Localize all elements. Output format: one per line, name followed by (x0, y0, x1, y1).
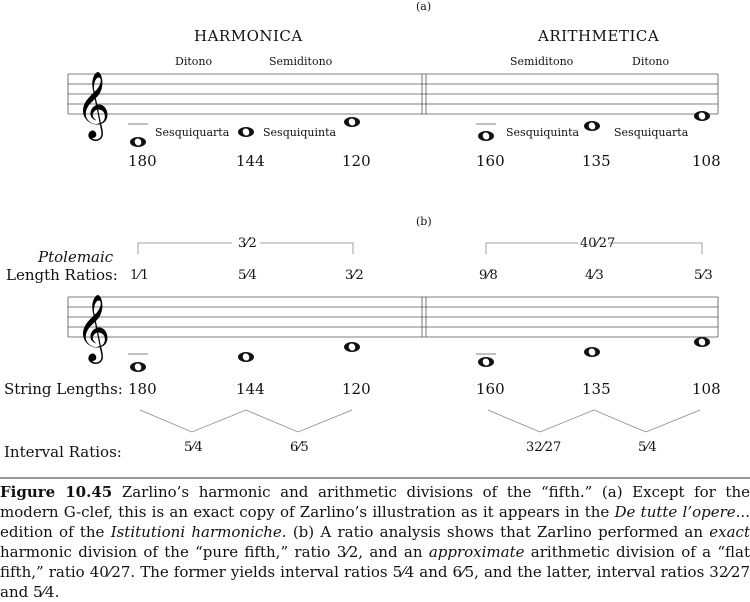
arithmetic-number: 108 (692, 152, 721, 170)
arithmetic-top-interval: Ditono (632, 55, 670, 68)
harmonic-number: 120 (342, 152, 371, 170)
harmonic-top-interval: Ditono (175, 55, 213, 68)
interval-chevrons (140, 410, 700, 432)
interval-ratio: 6⁄5 (290, 440, 309, 455)
length-ratio: 3⁄2 (345, 268, 364, 283)
interval-ratios-label: Interval Ratios: (4, 443, 122, 461)
figure-label: Figure 10.45 (0, 483, 113, 501)
caption-text: harmonic division of the “pure fifth,” ratio 3⁄2, and an (0, 543, 429, 561)
string-lengths-label: String Lengths: (4, 380, 123, 398)
caption-italic: approximate (428, 543, 525, 561)
arithmetic-number: 160 (476, 152, 505, 170)
length-ratio: 9⁄8 (479, 268, 498, 283)
string-length: 180 (128, 380, 157, 398)
caption-text: Zarlino’s harmonic and arithmetic divisions of the “fifth.” (a) Except for the modern G-clef, this is an exact copy of Zarlino’s illustration as it appears in the (0, 483, 750, 521)
arithmetic-interval-name: Sesquiquinta (506, 126, 580, 139)
arithmetic-number: 135 (582, 152, 611, 170)
harmonic-number: 180 (128, 152, 157, 170)
g-clef-icon: 𝄞 (76, 293, 111, 361)
arithmetic-span-ratio: 40⁄27 (580, 236, 616, 251)
ptolemaic-label: Ptolemaic (38, 248, 114, 266)
interval-ratio: 5⁄4 (184, 440, 203, 455)
staff-b (68, 297, 718, 354)
arithmetic-interval-name: Sesquiquarta (614, 126, 689, 139)
span-brackets (138, 243, 702, 254)
caption-italic: Istitutioni harmoniche. (110, 523, 287, 541)
notes-b (130, 337, 710, 372)
length-ratio: 5⁄4 (238, 268, 257, 283)
harmonic-span-ratio: 3⁄2 (238, 236, 257, 251)
caption-text: (b) A ratio analysis shows that Zarlino performed an (286, 523, 710, 541)
length-ratio: 1⁄1 (130, 268, 149, 283)
interval-ratio: 5⁄4 (638, 440, 657, 455)
figure-caption (0, 482, 750, 602)
string-length: 120 (342, 380, 371, 398)
harmonic-interval-name: Sesquiquarta (155, 126, 230, 139)
caption-italic: exact (709, 523, 750, 541)
panel-b-label: (b) (416, 215, 432, 228)
harmonic-number: 144 (236, 152, 265, 170)
string-length: 135 (582, 380, 611, 398)
harmonic-top-interval: Semiditono (269, 55, 333, 68)
length-ratio: 5⁄3 (694, 268, 713, 283)
caption-italic: De tutte l’opere... (614, 503, 750, 521)
string-length: 108 (692, 380, 721, 398)
length-ratios-label: Length Ratios: (6, 266, 118, 284)
arithmetic-title: ARITHMETICA (538, 27, 660, 45)
string-length: 160 (476, 380, 505, 398)
caption-text: edition of the (0, 523, 111, 541)
interval-ratio: 32⁄27 (526, 440, 562, 455)
harmonic-interval-name: Sesquiquinta (263, 126, 337, 139)
g-clef-icon: 𝄞 (76, 70, 111, 138)
string-length: 144 (236, 380, 265, 398)
length-ratio: 4⁄3 (585, 268, 604, 283)
panel-a-label: (a) (416, 0, 432, 13)
harmonic-title: HARMONICA (194, 27, 303, 45)
staff-a (68, 74, 718, 124)
caption-text: arithmetic division of a “flat fifth,” ratio 40⁄27. The former yields interval ratios 5⁄4 and 6⁄5, and the latter, interval ratios 32⁄27 and 5⁄4. (0, 543, 750, 601)
arithmetic-top-interval: Semiditono (510, 55, 574, 68)
